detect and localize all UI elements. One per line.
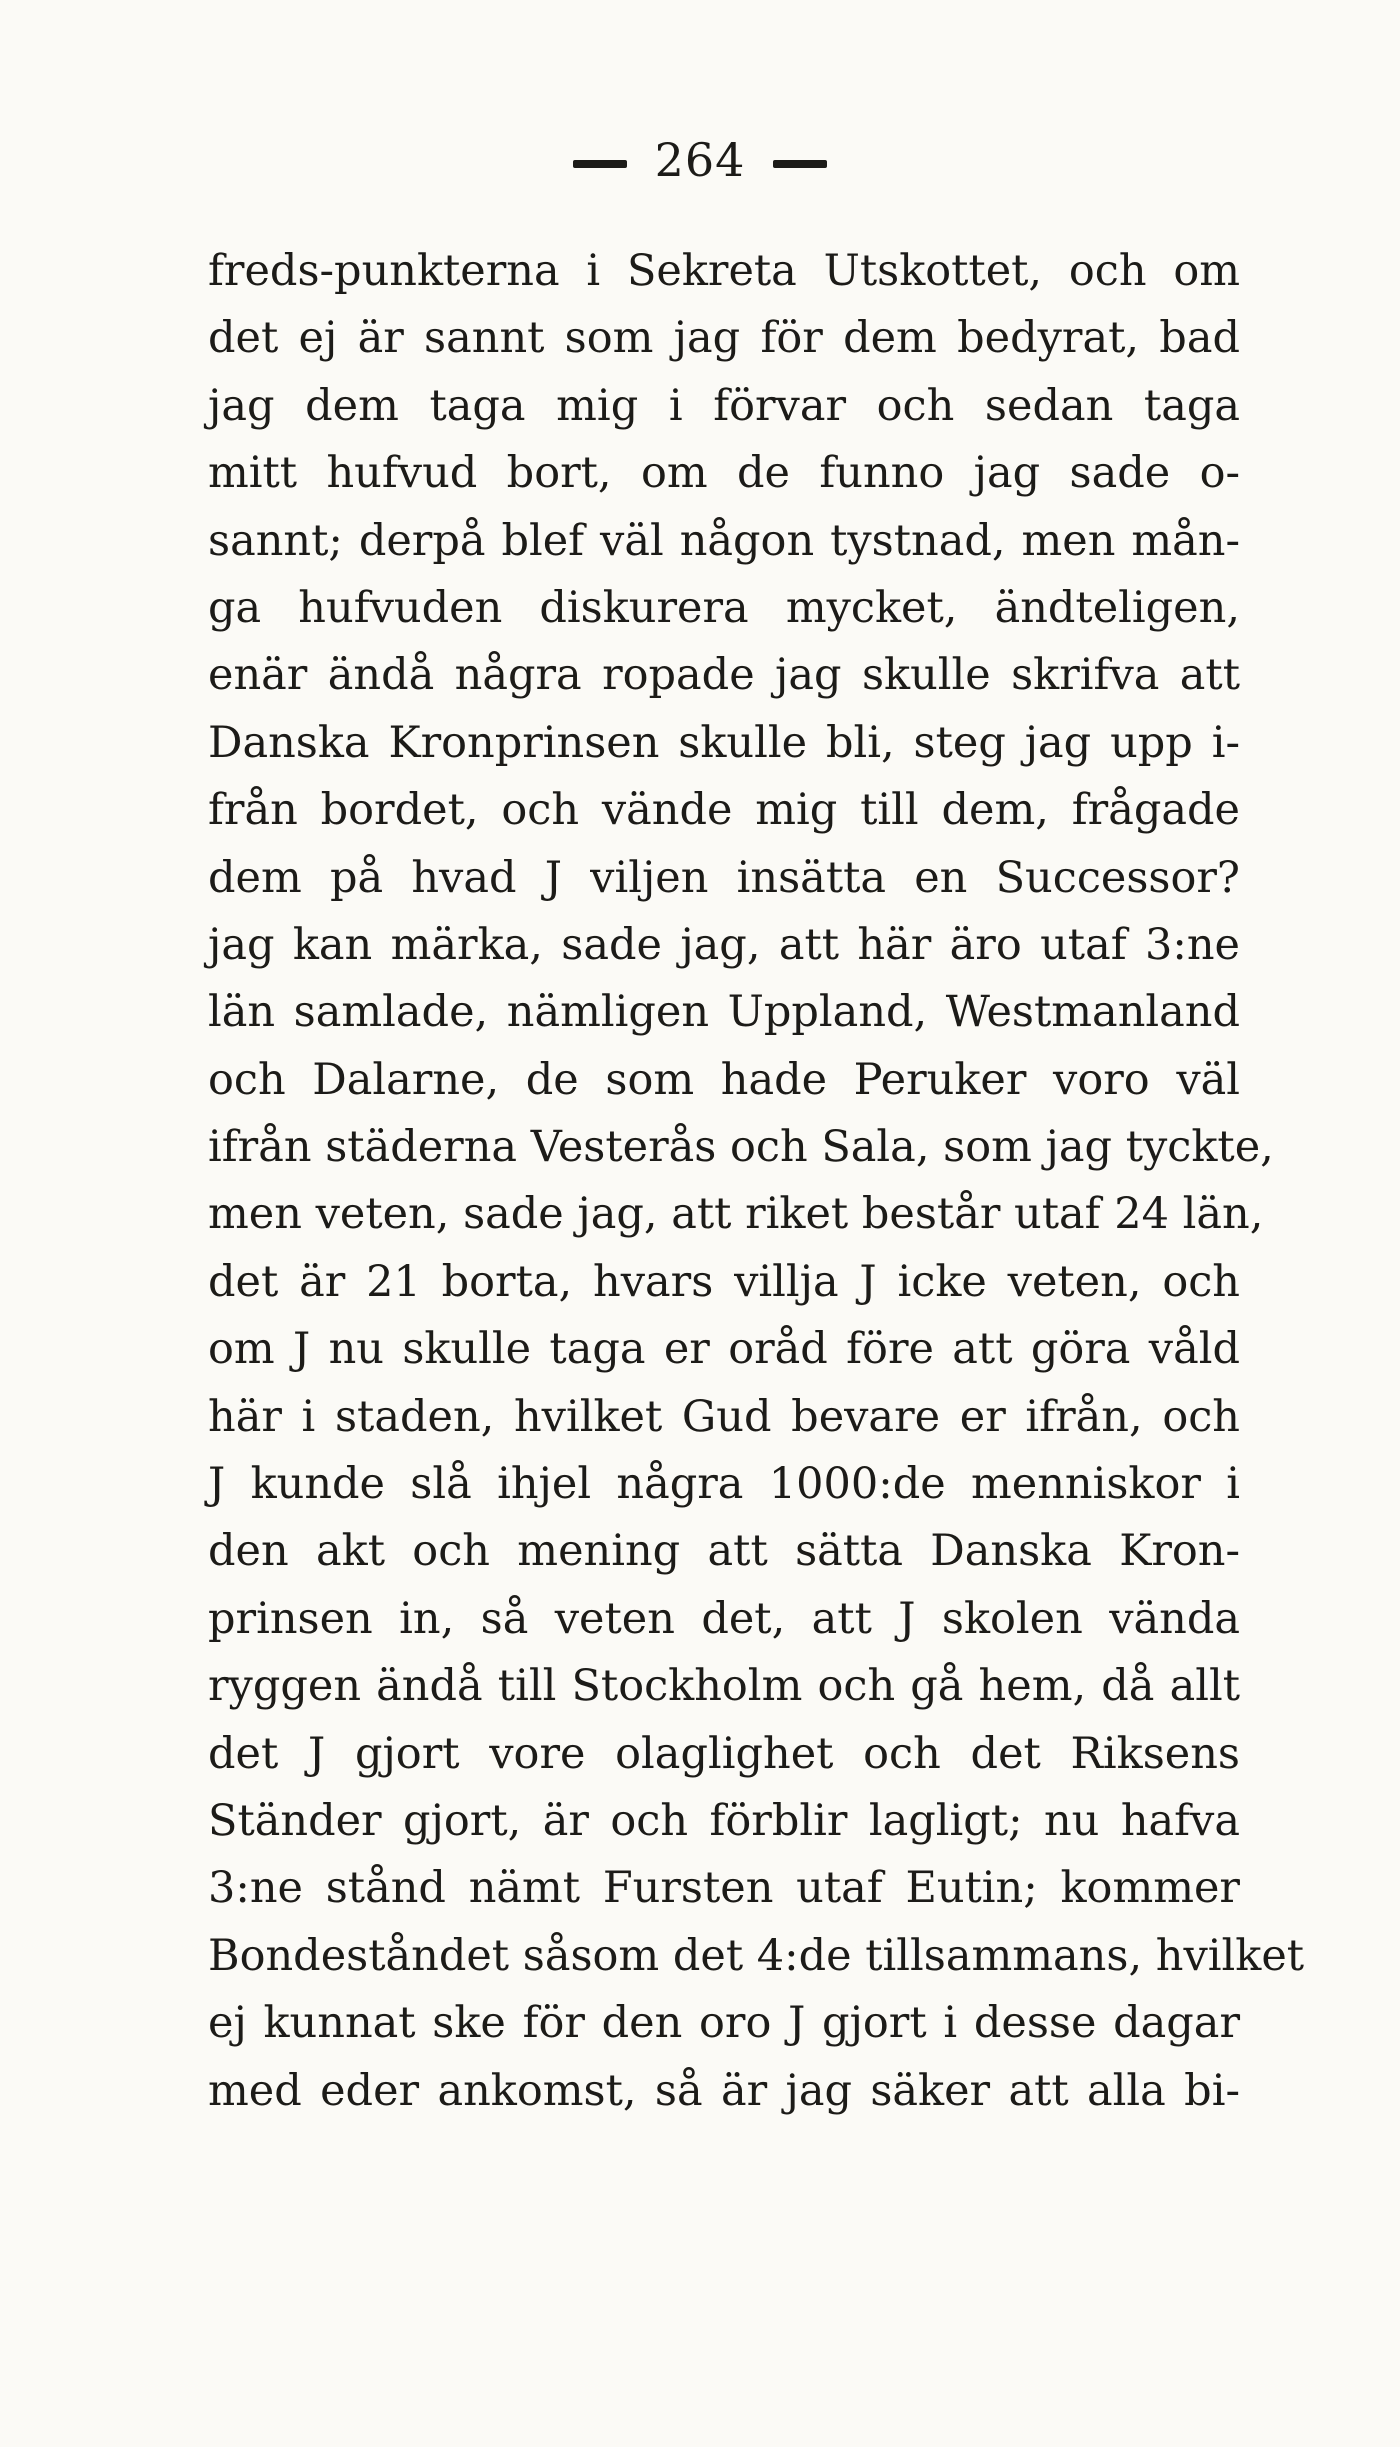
body-text — [208, 238, 1305, 2125]
text-line: enär ändå några ropade jag skulle skrifva att — [208, 650, 1240, 701]
text-line: jag kan märka, sade jag, att här äro utaf 3:ne — [208, 919, 1240, 970]
text-line: dem på hvad J viljen insätta en Successor? — [208, 852, 1240, 903]
text-line: ga hufvuden diskurera mycket, ändteligen, — [208, 582, 1240, 633]
text-line: från bordet, och vände mig till dem, frågade — [208, 785, 1240, 836]
text-line: men veten, sade jag, att riket består utaf 24 län, — [208, 1189, 1264, 1240]
text-line: ej kunnat ske för den oro J gjort i desse dagar — [208, 1998, 1240, 2049]
text-line: om J nu skulle taga er oråd före att göra våld — [208, 1324, 1240, 1375]
text-line: Danska Kronprinsen skulle bli, steg jag upp i- — [208, 717, 1240, 768]
text-line: ryggen ändå till Stockholm och gå hem, då allt — [208, 1661, 1240, 1712]
text-line: det J gjort vore olaglighet och det Riksens — [208, 1728, 1240, 1779]
text-line: freds-punkterna i Sekreta Utskottet, och om — [208, 246, 1240, 296]
text-line: län samlade, nämligen Uppland, Westmanland — [208, 987, 1240, 1038]
text-line: prinsen in, så veten det, att J skolen vända — [208, 1593, 1240, 1644]
text-line: Bondeståndet såsom det 4:de tillsammans, hvilket — [208, 1930, 1305, 1981]
text-line: sannt; derpå blef väl någon tystnad, men mån- — [208, 515, 1240, 566]
header-left-dash — [573, 160, 627, 168]
text-line: den akt och mening att sätta Danska Kron- — [208, 1526, 1240, 1577]
text-line: 3:ne stånd nämt Fursten utaf Eutin; kommer — [208, 1863, 1240, 1914]
text-line: Ständer gjort, är och förblir lagligt; nu hafva — [208, 1795, 1240, 1846]
page-header — [0, 130, 1400, 190]
text-line: det är 21 borta, hvars villja J icke veten, och — [208, 1256, 1240, 1307]
text-line: med eder ankomst, så är jag säker att alla bi- — [208, 2065, 1240, 2116]
text-line: mitt hufvud bort, om de funno jag sade o- — [208, 448, 1240, 499]
text-line: det ej är sannt som jag för dem bedyrat, bad — [208, 313, 1240, 364]
page-number: 264 — [654, 133, 746, 187]
text-line: ifrån städerna Vesterås och Sala, som jag tyckte, — [208, 1122, 1274, 1173]
text-line: här i staden, hvilket Gud bevare er ifrån, och — [208, 1391, 1240, 1442]
text-line: jag dem taga mig i förvar och sedan taga — [208, 380, 1240, 431]
header-right-dash — [773, 160, 827, 168]
text-line: och Dalarne, de som hade Peruker voro väl — [208, 1054, 1240, 1105]
text-line: J kunde slå ihjel några 1000:de menniskor i — [208, 1459, 1240, 1510]
